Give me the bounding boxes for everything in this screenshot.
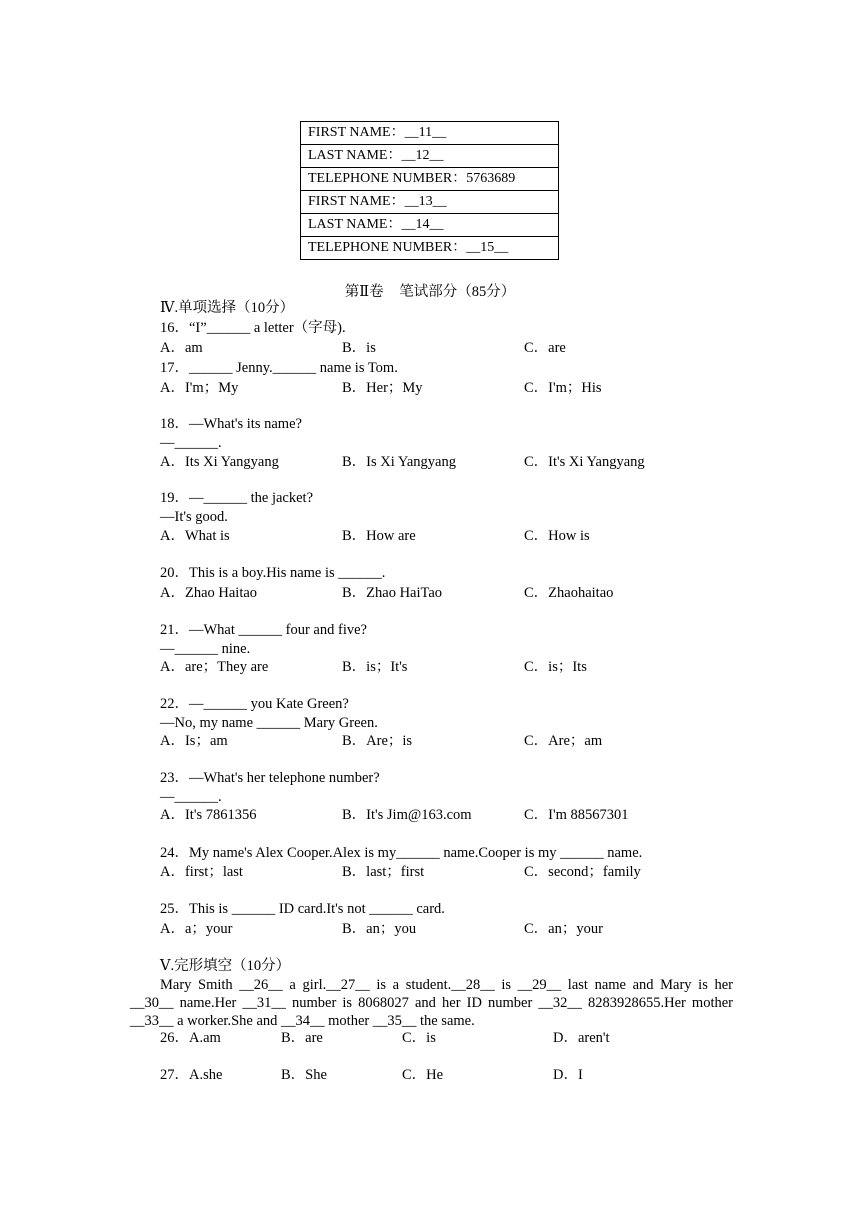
q25-option-b: B．an；you [342,921,417,937]
table-row [301,191,559,214]
q27-option-b: B．She [281,1067,327,1083]
table-cell: TELEPHONE NUMBER：5763689 [301,168,559,191]
q22-option-c: C．Are；am [524,733,603,749]
cloze-line-1: Mary Smith __26__ a girl.__27__ is a student.__28__ is __29__ last name and Mary is her [160,977,733,993]
cloze-line-2: __30__ name.Her __31__ number is 8068027 and her ID number __32__ 8283928655.Her mother [130,995,733,1011]
q21-option-c: C．is；Its [524,659,587,675]
q17-option-b: B．Her；My [342,380,423,396]
table-cell: FIRST NAME：__11__ [301,122,559,145]
q24-option-c: C．second；family [524,864,641,880]
table-row [301,237,559,260]
table-row [301,214,559,237]
q18-option-b: B．Is Xi Yangyang [342,454,456,470]
q17-option-c: C．I'm；His [524,380,602,396]
q24-option-a: A．first；last [160,864,243,880]
question-19-stem: 19．—______ the jacket? [160,490,314,506]
q26-option-d: D．aren't [553,1030,610,1046]
section5-heading: Ⅴ.完形填空（10分） [160,958,291,974]
question-24-stem: 24．My name's Alex Cooper.Alex is my______ name.Cooper is my ______ name. [160,845,643,861]
q26-option-c: C．is [402,1030,436,1046]
q23-option-c: C．I'm 88567301 [524,807,629,823]
question-25-stem: 25．This is ______ ID card.It's not ______ card. [160,901,445,917]
q27-option-d: D．I [553,1067,583,1083]
question-20-stem: 20．This is a boy.His name is ______. [160,565,386,581]
table-cell: FIRST NAME：__13__ [301,191,559,214]
question-23-stem: 23．—What's her telephone number? [160,770,380,786]
q27-option-a: 27．A.she [160,1067,223,1083]
table-row [301,122,559,145]
name-form-table [300,121,559,260]
question-19-answer-line: —It's good. [160,509,228,525]
question-21-stem: 21．—What ______ four and five? [160,622,367,638]
table-cell: TELEPHONE NUMBER：__15__ [301,237,559,260]
table-cell: LAST NAME：__12__ [301,145,559,168]
question-22-answer-line: —No, my name ______ Mary Green. [160,715,378,731]
question-21-answer-line: —______ nine. [160,641,251,657]
q22-option-a: A．Is；am [160,733,228,749]
q16-option-c: C．are [524,340,566,356]
q20-option-b: B．Zhao HaiTao [342,585,443,601]
q23-option-b: B．It's Jim@163.com [342,807,472,823]
q21-option-a: A．are；They are [160,659,269,675]
q19-option-a: A．What is [160,528,230,544]
question-23-answer-line: —______. [160,789,222,805]
section4-heading: Ⅳ.单项选择（10分） [160,300,295,316]
question-18-stem: 18．—What's its name? [160,416,302,432]
table-cell: LAST NAME：__14__ [301,214,559,237]
q17-option-a: A．I'm；My [160,380,239,396]
q25-option-c: C．an；your [524,921,603,937]
part2-title [0,280,860,301]
q18-option-a: A．Its Xi Yangyang [160,454,279,470]
part2-subtitle: 笔试部分（85分） [399,284,516,300]
q26-option-b: B．are [281,1030,323,1046]
q24-option-b: B．last；first [342,864,425,880]
question-22-stem: 22．—______ you Kate Green? [160,696,349,712]
question-17-stem: 17．______ Jenny.______ name is Tom. [160,360,398,376]
q22-option-b: B．Are；is [342,733,413,749]
q26-option-a: 26．A.am [160,1030,221,1046]
cloze-line-3: __33__ a worker.She and __34__ mother __35__ the same. [130,1013,475,1029]
table-row [301,168,559,191]
q21-option-b: B．is；It's [342,659,408,675]
q25-option-a: A．a；your [160,921,233,937]
question-16-stem: 16．“I”______ a letter（字母). [160,320,346,336]
q18-option-c: C．It's Xi Yangyang [524,454,645,470]
q27-option-c: C．He [402,1067,444,1083]
q19-option-c: C．How is [524,528,590,544]
q20-option-a: A．Zhao Haitao [160,585,258,601]
q20-option-c: C．Zhaohaitao [524,585,614,601]
table-row [301,145,559,168]
question-18-answer-line: —______. [160,435,222,451]
q16-option-a: A．am [160,340,203,356]
q16-option-b: B．is [342,340,376,356]
part2-label: 第Ⅱ卷 [344,284,384,300]
cloze-passage [130,976,733,1030]
q19-option-b: B．How are [342,528,416,544]
q23-option-a: A．It's 7861356 [160,807,257,823]
